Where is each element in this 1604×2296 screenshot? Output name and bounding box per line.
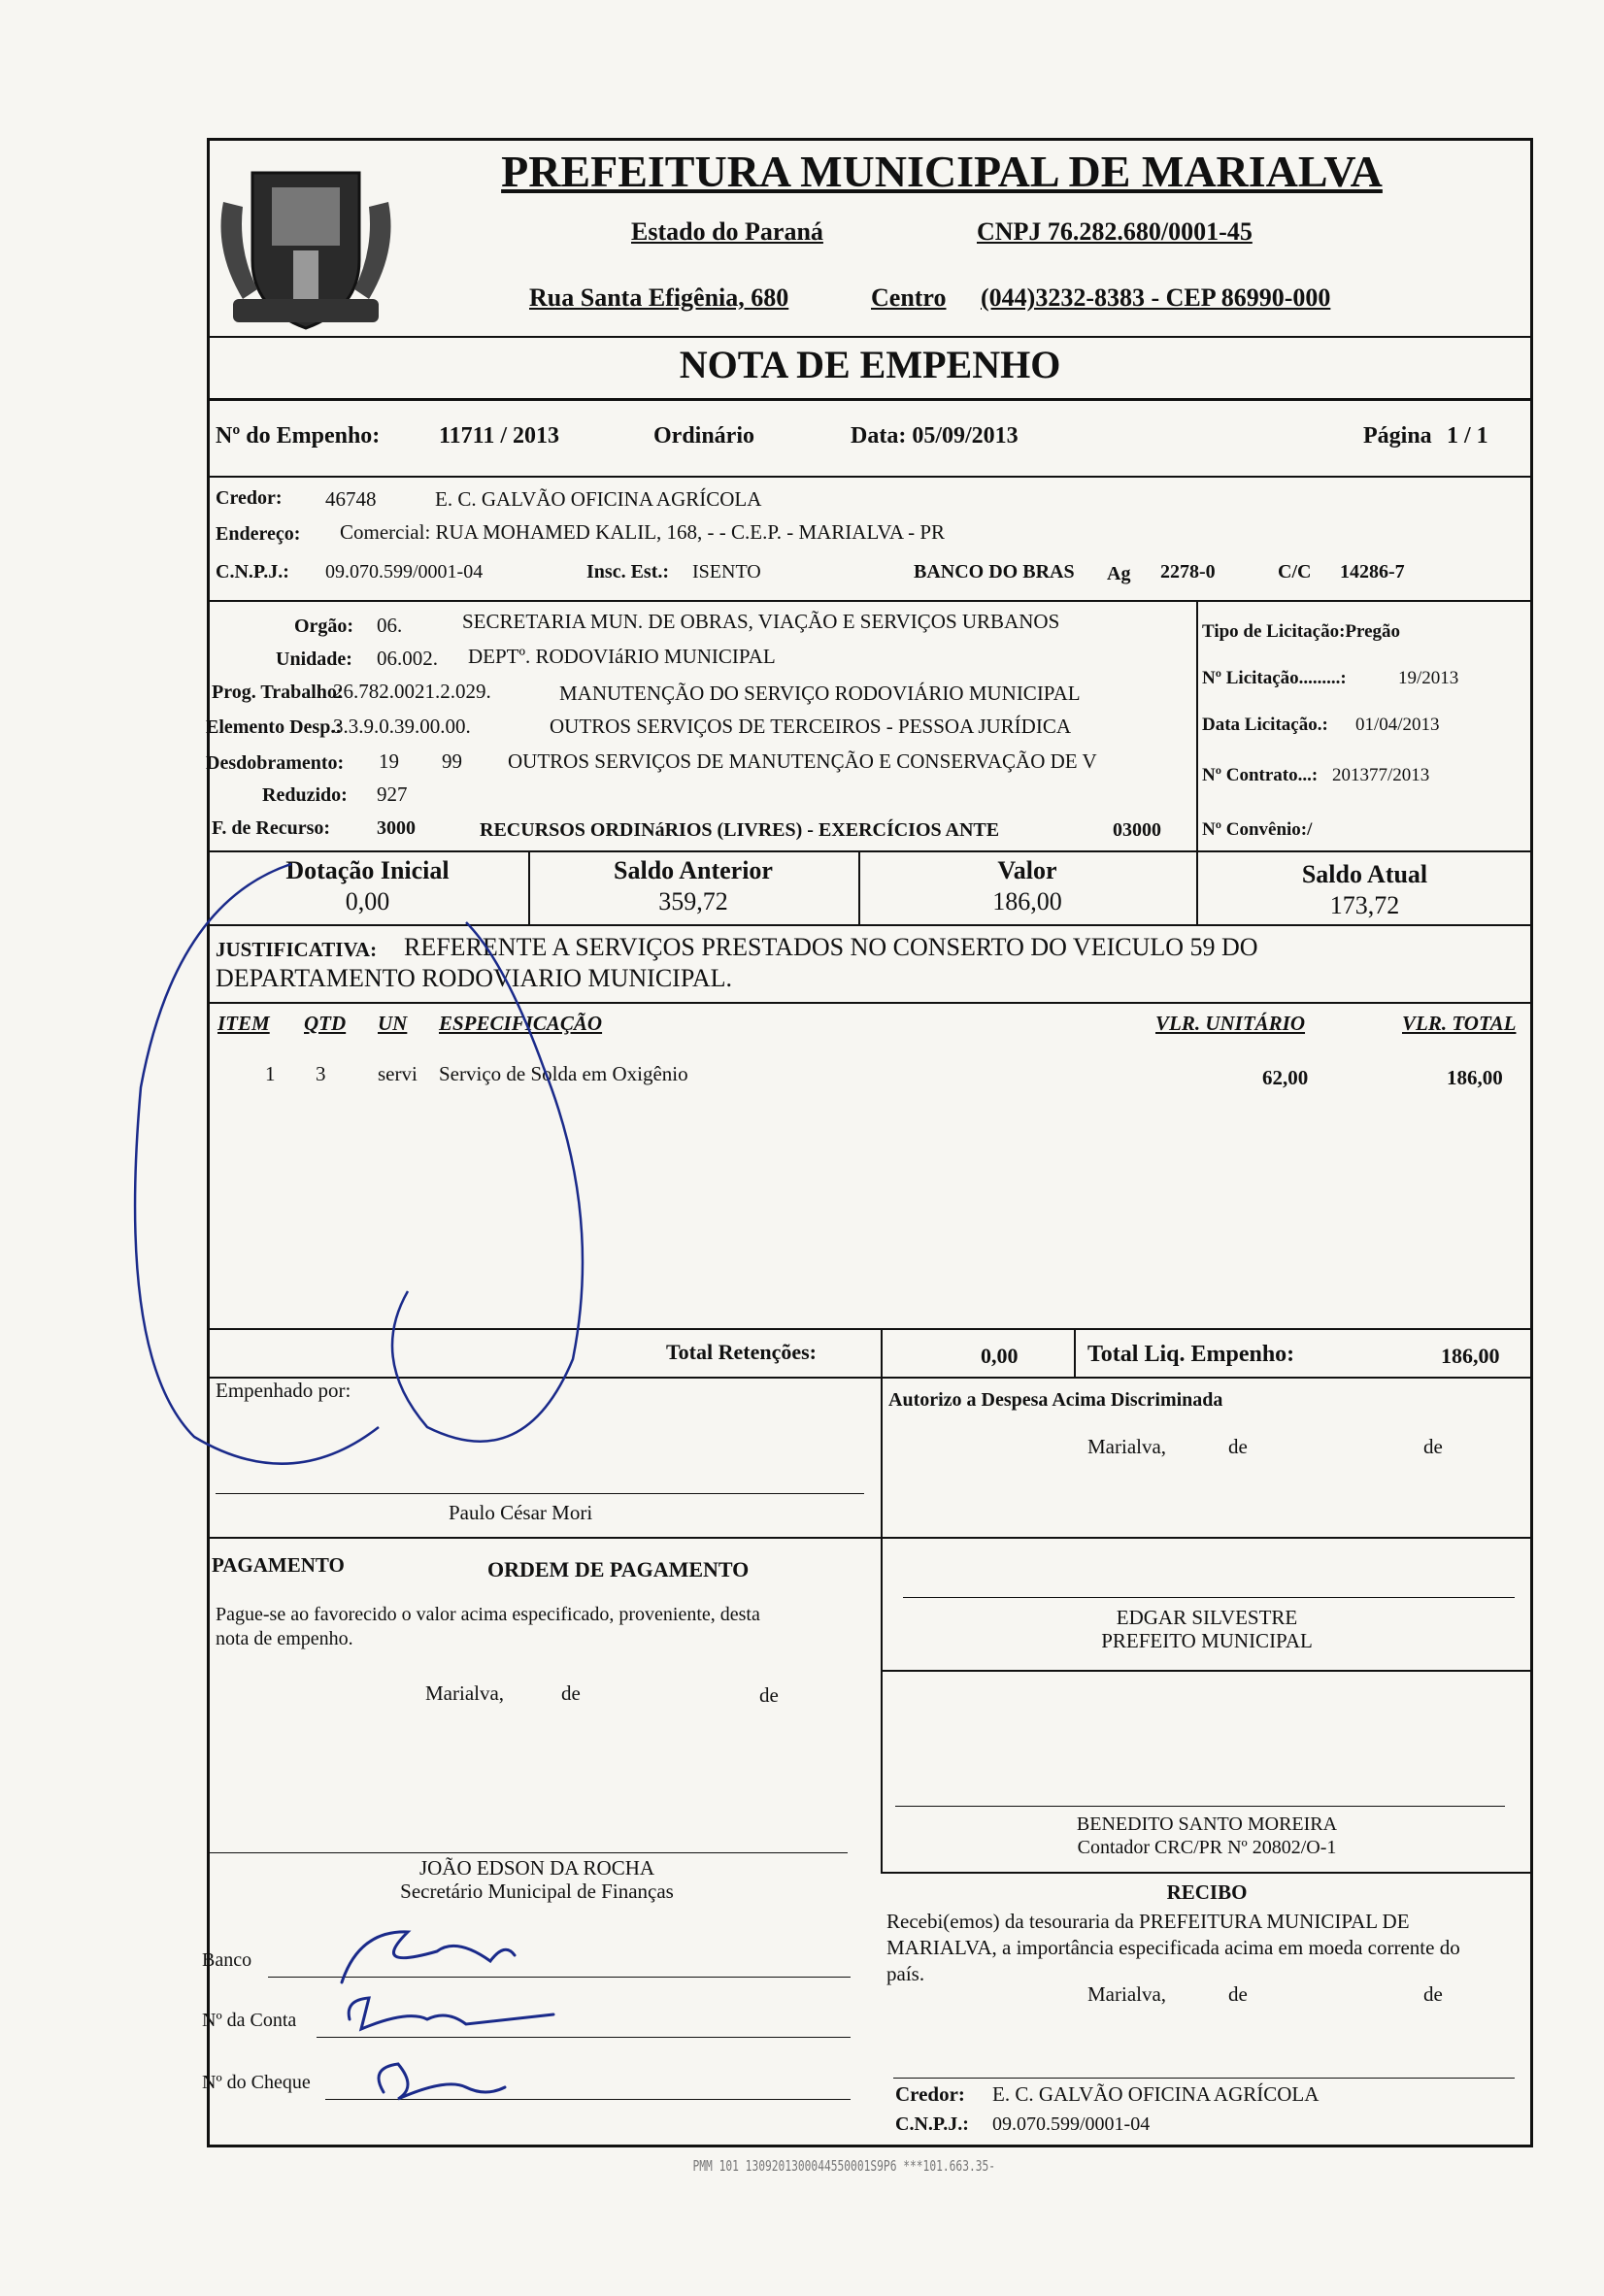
prog-code: 26.782.0021.2.029. xyxy=(333,680,491,703)
autorizo-de2: de xyxy=(1423,1435,1443,1458)
retencoes-label: Total Retenções: xyxy=(666,1340,817,1364)
fonte-label: F. de Recurso: xyxy=(212,817,331,839)
municipality-title: PREFEITURA MUNICIPAL DE MARIALVA xyxy=(501,147,1383,196)
recibo-de2: de xyxy=(1423,1982,1443,2006)
fonte-number: 03000 xyxy=(1113,819,1161,841)
retencoes-value: 0,00 xyxy=(981,1344,1019,1368)
convenio: Nº Convênio:/ xyxy=(1202,819,1313,840)
cc-value: 14286-7 xyxy=(1340,561,1405,582)
insc-value: ISENTO xyxy=(692,561,761,582)
page-number: 1 / 1 xyxy=(1447,423,1488,449)
licitacao-date-label: Data Licitação.: xyxy=(1202,715,1328,735)
autorizo-de1: de xyxy=(1228,1435,1248,1458)
licitacao-number-label: Nº Licitação.........: xyxy=(1202,668,1347,688)
reduzido-label: Reduzido: xyxy=(262,784,348,806)
recibo-cnpj: 09.070.599/0001-04 xyxy=(992,2113,1151,2135)
col-vlr-total: VLR. TOTAL xyxy=(1402,1012,1517,1035)
cc-label: C/C xyxy=(1278,561,1312,582)
unidade-label: Unidade: xyxy=(276,649,352,670)
recibo-cnpj-label: C.N.P.J.: xyxy=(895,2113,969,2135)
recibo-title: RECIBO xyxy=(1166,1880,1248,1904)
reduzido-code: 927 xyxy=(377,782,408,806)
tipo-licitacao: Tipo de Licitação:Pregão xyxy=(1202,621,1401,642)
autorizo-city: Marialva, xyxy=(1087,1435,1167,1458)
recibo-line1: Recebi(emos) da tesouraria da PREFEITURA MUNICIPAL DE xyxy=(886,1910,1410,1933)
justificativa-line1: REFERENTE A SERVIÇOS PRESTADOS NO CONSERTO DO VEICULO 59 DO xyxy=(404,933,1258,961)
credor-code: 46748 xyxy=(325,487,377,511)
pagamento-city: Marialva, xyxy=(425,1681,505,1705)
conta-label: Nº da Conta xyxy=(202,2010,297,2031)
header-cnpj: CNPJ 76.282.680/0001-45 xyxy=(977,217,1253,246)
licitacao-number: 19/2013 xyxy=(1398,668,1459,688)
secretario-role: Secretário Municipal de Finanças xyxy=(400,1880,674,1903)
ordem-pagamento-title: ORDEM DE PAGAMENTO xyxy=(487,1557,750,1581)
page-label: Página xyxy=(1363,423,1432,449)
prefeito-role: PREFEITO MUNICIPAL xyxy=(1101,1629,1313,1652)
col-item: ITEM xyxy=(217,1012,270,1035)
orgao-label: Orgão: xyxy=(294,616,354,637)
prog-name: MANUTENÇÃO DO SERVIÇO RODOVIÁRIO MUNICIPAL xyxy=(559,682,1081,705)
col-un: UN xyxy=(378,1012,408,1035)
prog-label: Prog. Trabalho: xyxy=(212,682,344,703)
empenho-label: Nº do Empenho: xyxy=(216,423,381,449)
item-unit-value: 62,00 xyxy=(1262,1066,1309,1089)
empenhado-name: Paulo César Mori xyxy=(449,1501,593,1524)
col-vlr-unitario: VLR. UNITÁRIO xyxy=(1155,1012,1306,1035)
pagamento-label: PAGAMENTO xyxy=(212,1553,345,1577)
address-label: Endereço: xyxy=(216,523,301,545)
bank-label: BANCO DO BRAS xyxy=(914,561,1075,582)
item-especificacao: Serviço de Solda em Oxigênio xyxy=(439,1062,688,1085)
banco-label: Banco xyxy=(202,1949,252,1971)
valor-value: 186,00 xyxy=(992,887,1062,915)
agency-label: Ag xyxy=(1107,563,1131,584)
state-name: Estado do Paraná xyxy=(631,217,823,246)
empenho-type: Ordinário xyxy=(653,423,755,449)
justificativa-line2: DEPARTAMENTO RODOVIARIO MUNICIPAL. xyxy=(216,964,733,992)
orgao-code: 06. xyxy=(377,614,403,637)
elemento-code: 3.3.9.0.39.00.00. xyxy=(333,715,471,738)
justificativa-label: JUSTIFICATIVA: xyxy=(216,938,378,961)
header-district: Centro xyxy=(871,283,947,312)
desdobramento-label: Desdobramento: xyxy=(206,752,345,774)
col-qtd: QTD xyxy=(304,1012,347,1035)
credor-name: E. C. GALVÃO OFICINA AGRÍCOLA xyxy=(435,487,762,511)
valor-label: Valor xyxy=(997,856,1057,884)
pagamento-text1: Pague-se ao favorecido o valor acima especificado, proveniente, desta xyxy=(216,1604,760,1625)
fonte-name: RECURSOS ORDINáRIOS (LIVRES) - EXERCÍCIOS ANTE xyxy=(480,819,1000,841)
contador-name: BENEDITO SANTO MOREIRA xyxy=(1076,1814,1338,1835)
desdobramento-b: 99 xyxy=(442,749,462,773)
credor-address: Comercial: RUA MOHAMED KALIL, 168, - - C.E.P. - MARIALVA - PR xyxy=(340,520,946,544)
credor-label: Credor: xyxy=(216,487,283,509)
total-liquido-value: 186,00 xyxy=(1441,1344,1500,1368)
pagamento-text2: nota de empenho. xyxy=(216,1628,353,1649)
contrato-label: Nº Contrato...: xyxy=(1202,765,1319,785)
dotacao-value: 0,00 xyxy=(345,887,390,915)
desdobramento-name: OUTROS SERVIÇOS DE MANUTENÇÃO E CONSERVAÇÃO DE V xyxy=(508,749,1097,773)
empenhado-label: Empenhado por: xyxy=(216,1379,351,1402)
desdobramento-a: 19 xyxy=(379,749,399,773)
saldo-atual-label: Saldo Atual xyxy=(1301,860,1428,888)
unidade-code: 06.002. xyxy=(377,647,438,670)
item-un: servi xyxy=(378,1062,418,1085)
recibo-credor: E. C. GALVÃO OFICINA AGRÍCOLA xyxy=(992,2082,1320,2106)
dotacao-label: Dotação Inicial xyxy=(285,856,450,884)
unidade-name: DEPTº. RODOVIáRIO MUNICIPAL xyxy=(468,645,776,668)
total-liquido-label: Total Liq. Empenho: xyxy=(1087,1342,1295,1367)
prefeito-name: EDGAR SILVESTRE xyxy=(1116,1606,1298,1629)
recibo-line3: país. xyxy=(886,1962,925,1985)
pagamento-de1: de xyxy=(561,1681,581,1705)
elemento-name: OUTROS SERVIÇOS DE TERCEIROS - PESSOA JURÍDICA xyxy=(550,715,1072,738)
orgao-name: SECRETARIA MUN. DE OBRAS, VIAÇÃO E SERVIÇOS URBANOS xyxy=(462,610,1060,633)
fonte-code: 3000 xyxy=(377,817,416,839)
recibo-de1: de xyxy=(1228,1982,1248,2006)
header-address: Rua Santa Efigênia, 680 xyxy=(529,283,789,312)
agency-value: 2278-0 xyxy=(1160,561,1216,582)
col-especificacao: ESPECIFICAÇÃO xyxy=(439,1012,603,1035)
doc-title: NOTA DE EMPENHO xyxy=(679,343,1061,386)
saldo-anterior-value: 359,72 xyxy=(658,887,728,915)
cnpj-label: C.N.P.J.: xyxy=(216,561,289,582)
recibo-city: Marialva, xyxy=(1087,1982,1167,2006)
pagamento-de2: de xyxy=(759,1683,779,1707)
licitacao-date: 01/04/2013 xyxy=(1355,715,1440,735)
secretario-name: JOÃO EDSON DA ROCHA xyxy=(418,1856,655,1880)
header-phone-cep: (044)3232-8383 - CEP 86990-000 xyxy=(981,283,1331,312)
saldo-atual-value: 173,72 xyxy=(1329,891,1400,919)
autorizo-text: Autorizo a Despesa Acima Discriminada xyxy=(888,1389,1223,1411)
item-total-value: 186,00 xyxy=(1447,1066,1503,1089)
footer-code: PMM 101 1309201300044550001S9P6 ***101.663.35- xyxy=(692,2157,996,2175)
recibo-credor-label: Credor: xyxy=(895,2082,965,2106)
cheque-label: Nº do Cheque xyxy=(202,2072,311,2093)
elemento-label: Elemento Desp.: xyxy=(206,716,342,738)
credor-cnpj: 09.070.599/0001-04 xyxy=(325,561,484,582)
item-number: 1 xyxy=(265,1062,276,1085)
contador-role: Contador CRC/PR Nº 20802/O-1 xyxy=(1077,1837,1337,1858)
saldo-anterior-label: Saldo Anterior xyxy=(614,856,773,884)
contrato-number: 201377/2013 xyxy=(1332,765,1430,785)
empenho-date: Data: 05/09/2013 xyxy=(851,423,1019,449)
insc-label: Insc. Est.: xyxy=(586,561,670,582)
item-qtd: 3 xyxy=(316,1062,326,1085)
empenho-number: 11711 / 2013 xyxy=(439,423,560,449)
recibo-line2: MARIALVA, a importância especificada acima em moeda corrente do xyxy=(886,1936,1460,1959)
